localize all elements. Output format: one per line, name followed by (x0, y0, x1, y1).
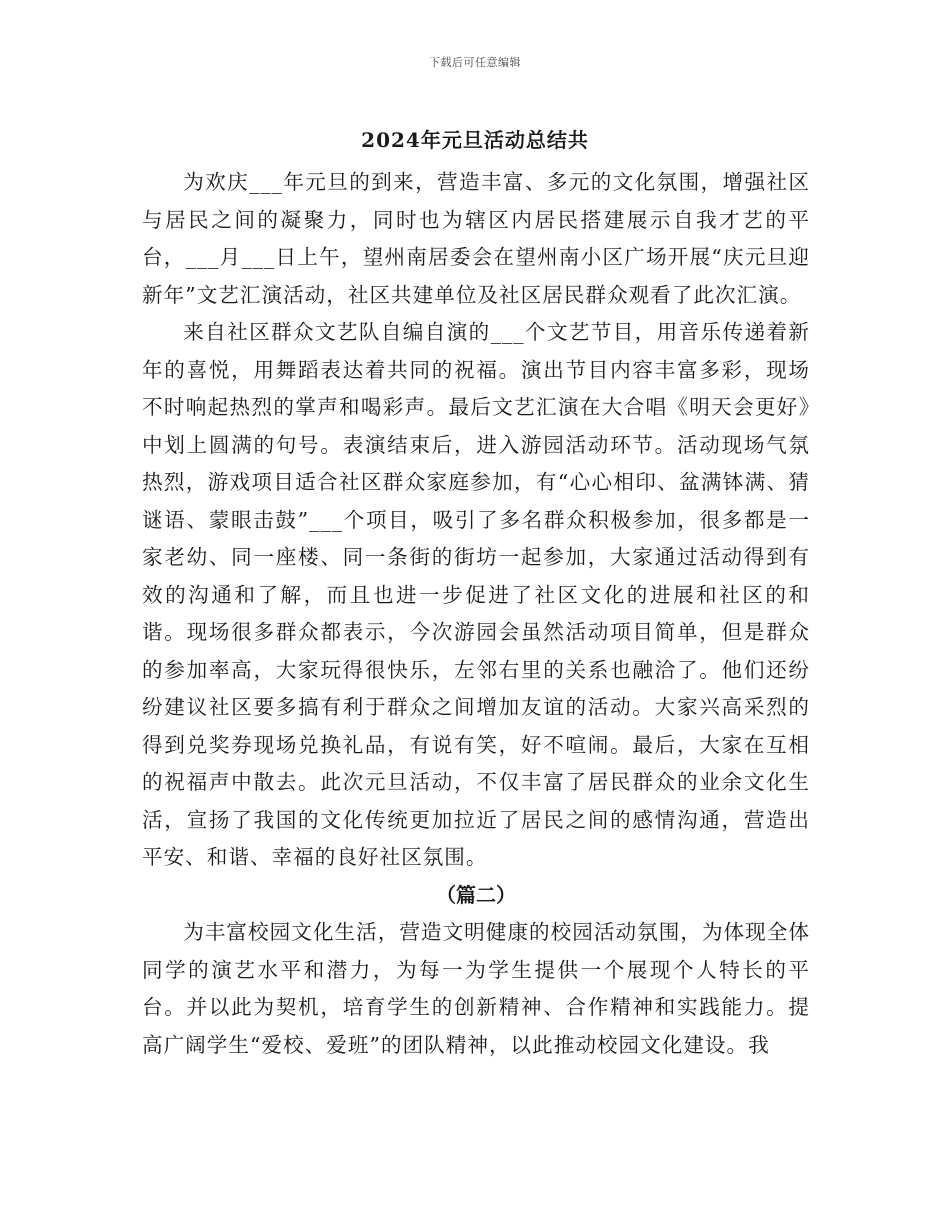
document-title: 2024年元旦活动总结共 (361, 128, 589, 152)
header-note: 下载后可任意编辑 (429, 56, 521, 69)
section-paragraph-1: 为丰富校园文化生活，营造文明健康的校园活动氛围，为体现全体同学的演艺水平和潜力，为每一为学生提供一个展现个人特长的平台。并以此为契机，培育学生的创新精神、合作精神和实践能力。提高广阔学生“爱校、爱班”的团队精神，以此推动校园文化建设。我 (142, 920, 810, 1057)
paragraph-1: 为欢庆___年元旦的到来，营造丰富、多元的文化氛围，增强社区与居民之间的凝聚力，同时也为辖区内居民搭建展示自我才艺的平台，___月___日上午，望州南居委会在望州南小区广场开展“庆元旦迎新年”文艺汇演活动，社区共建单位及社区居民群众观看了此次汇演。 (142, 170, 810, 307)
section-title: （篇二） (436, 882, 516, 907)
document-body (142, 164, 810, 1064)
paragraph-2: 来自社区群众文艺队自编自演的___个文艺节目，用音乐传递着新年的喜悦，用舞蹈表达着共同的祝福。演出节目内容丰富多彩，现场不时响起热烈的掌声和喝彩声。最后文艺汇演在大合唱《明天会更好》中划上圆满的句号。表演结束后，进入游园活动环节。活动现场气氛热烈，游戏项目适合社区群众家庭参加，有“心心相印、盆满钵满、猜谜语、蒙眼击鼓”___个项目，吸引了多名群众积极参加，很多都是一家老幼、同一座楼、同一条街的街坊一起参加，大家通过活动得到有效的沟通和了解，而且也进一步促进了社区文化的进展和社区的和谐。现场很多群众都表示，今次游园会虽然活动项目简单，但是群众的参加率高，大家玩得很快乐，左邻右里的关系也融洽了。他们还纷纷建议社区要多搞有利于群众之间增加友谊的活动。大家兴高采烈的得到兑奖券现场兑换礼品，有说有笑，好不喧闹。最后，大家在互相的祝福声中散去。此次元旦活动，不仅丰富了居民群众的业余文化生活，宣扬了我国的文化传统更加拉近了居民之间的感情沟通，营造出平安、和谐、幸福的良好社区氛围。 (142, 320, 810, 869)
